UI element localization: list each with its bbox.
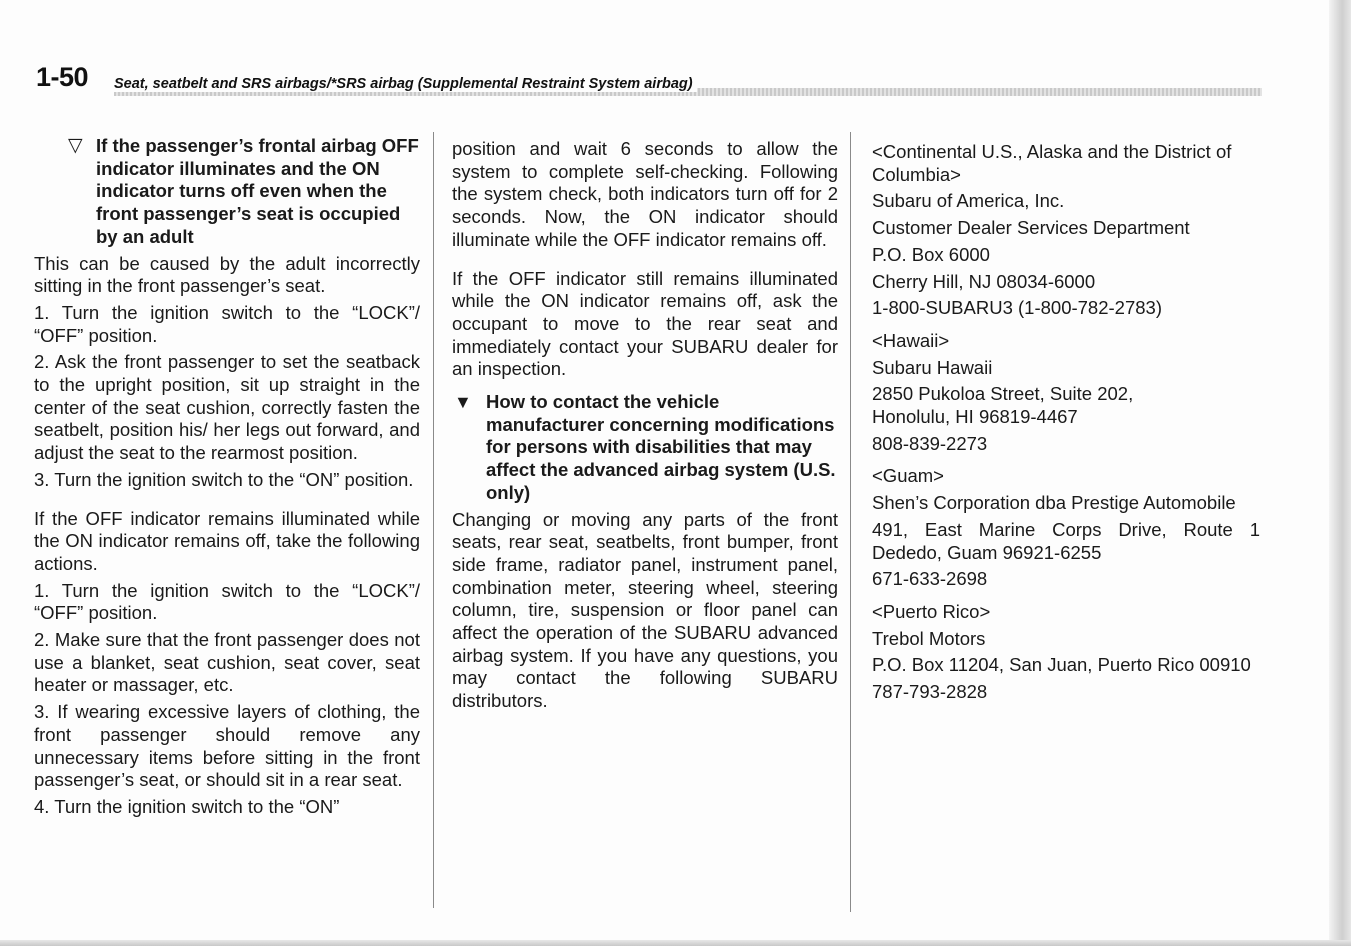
page-edge-shadow <box>1329 0 1351 946</box>
step-item: 1. Turn the ignition switch to the “LOCK”/ “OFF” position. <box>34 301 420 346</box>
subheading-passenger-indicator <box>34 135 420 249</box>
step-item: 3. Turn the ignition switch to the “ON” position. <box>34 468 414 490</box>
step-item: 4. Turn the ignition switch to the “ON” <box>34 795 340 817</box>
column-divider-left <box>433 132 434 908</box>
phone-number: 1-800-SUBARU3 (1-800-782-2783) <box>872 297 1162 319</box>
intro-paragraph: This can be caused by the adult incorrectly sitting in the front passenger’s seat. <box>34 252 420 297</box>
middle-column <box>452 138 838 713</box>
second-intro-paragraph: If the OFF indicator remains illuminated while the ON indicator remains off, take the following actions. <box>34 507 420 574</box>
region-heading: <Guam> <box>872 465 944 487</box>
continuation-paragraph: position and wait 6 seconds to allow the system to complete self-checking. Following the system check, both indicators turn off for 2 seconds. Now, the ON indicator should illuminate while the OFF indicator remains off. <box>452 138 838 250</box>
page-bottom-edge <box>0 940 1351 946</box>
region-heading: <Puerto Rico> <box>872 600 991 622</box>
phone-number: 787-793-2828 <box>872 681 988 703</box>
address-line: P.O. Box 6000 <box>872 243 990 265</box>
section-title-text: Seat, seatbelt and SRS airbags/*SRS airbag (Supplemental Restraint System airbag) <box>114 76 697 92</box>
filled-triangle-icon: ▼ <box>454 392 472 413</box>
page-number: 1-50 <box>36 62 89 92</box>
open-triangle-icon: ▽ <box>68 135 83 156</box>
modifications-paragraph: Changing or moving any parts of the front seats, rear seat, seatbelts, front bumper, front side frame, radiator panel, instrument panel, combination meter, steering wheel, steering column, tire, suspension or floor panel can affect the operation of the SUBARU advanced airbag system. If you have any questions, you may contact the following SUBARU distributors. <box>452 508 838 712</box>
section-title <box>114 76 697 92</box>
column-divider-right <box>850 132 851 912</box>
address-line: Shen’s Corporation dba Prestige Automobile <box>872 492 1236 514</box>
step-item: 2. Make sure that the front passenger does not use a blanket, seat cushion, seat cover, seat heater or massager, etc. <box>34 629 420 696</box>
address-line: Subaru of America, Inc. <box>872 190 1065 212</box>
subheading-text: How to contact the vehicle manufacturer concerning modifications for persons with disabilities that may affect the advanced airbag system (U.S. only) <box>486 391 836 503</box>
subheading-contact-manufacturer <box>452 391 838 505</box>
right-column <box>872 141 1260 704</box>
page-header <box>36 62 1262 98</box>
left-column <box>34 135 420 819</box>
address-line: Customer Dealer Services Department <box>872 217 1190 239</box>
step-item: 2. Ask the front passenger to set the seatback to the upright position, sit up straight in the center of the seat cushion, correctly fasten the seatbelt, position his/ her legs out forward, and adjust the seat to the rearmost position. <box>34 351 420 464</box>
subheading-text: If the passenger’s frontal airbag OFF indicator illuminates and the ON indicator turns off even when the front passenger’s seat is occupied by an adult <box>96 135 419 247</box>
still-illuminated-paragraph: If the OFF indicator still remains illuminated while the ON indicator remains off, ask the occupant to move to the rear seat and immediately contact your SUBARU dealer for an inspection. <box>452 267 838 380</box>
region-heading: <Hawaii> <box>872 329 950 351</box>
region-heading: <Continental U.S., Alaska and the District of Columbia> <box>872 141 1232 185</box>
address-line: Cherry Hill, NJ 08034-6000 <box>872 270 1096 292</box>
step-item: 3. If wearing excessive layers of clothing, the front passenger should remove any unnecessary items before sitting in the front passenger’s seat, or should sit in a rear seat. <box>34 701 420 791</box>
address-line: 491, East Marine Corps Drive, Route 1 Dededo, Guam 96921-6255 <box>872 518 1260 563</box>
phone-number: 808-839-2273 <box>872 432 988 454</box>
phone-number: 671-633-2698 <box>872 568 988 590</box>
address-line: 2850 Pukoloa Street, Suite 202, Honolulu, HI 96819-4467 <box>872 383 1134 428</box>
address-line: P.O. Box 11204, San Juan, Puerto Rico 00910 <box>872 654 1251 676</box>
address-line: Subaru Hawaii <box>872 356 993 378</box>
address-line: Trebol Motors <box>872 627 986 649</box>
step-item: 1. Turn the ignition switch to the “LOCK”/ “OFF” position. <box>34 579 420 624</box>
